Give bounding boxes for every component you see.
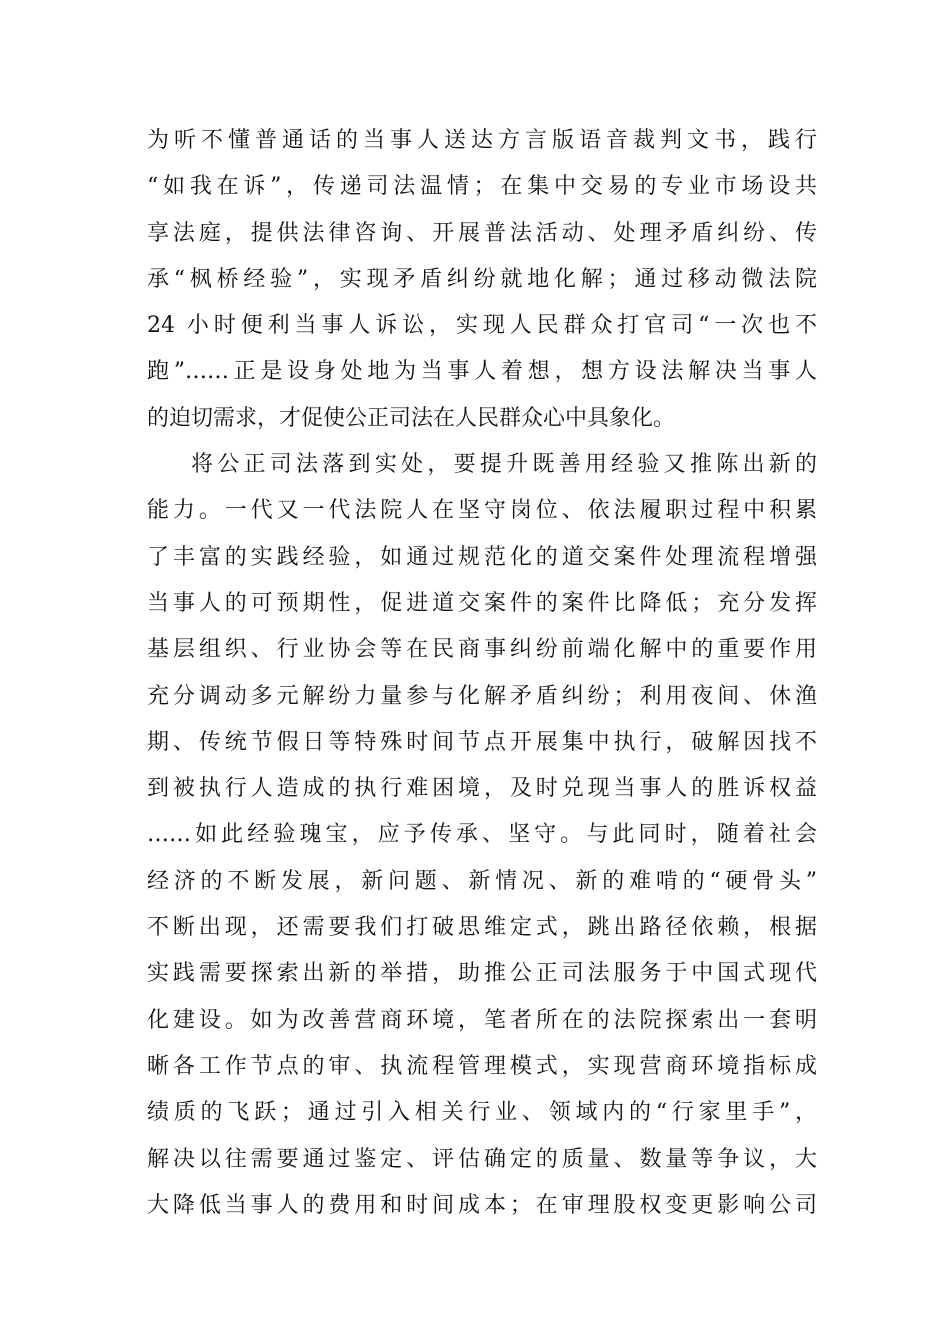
text-line: 为听不懂普通话的当事人送达方言版语音裁判文书，践行 [147, 128, 817, 153]
text-line: 不断出现，还需要我们打破思维定式，跳出路径依赖，根据 [147, 915, 817, 941]
text-line: 实践需要探索出新的举措，助推公正司法服务于中国式现代 [147, 961, 817, 987]
text-line: 到被执行人造成的执行难困境，及时兑现当事人的胜诉权益 [147, 776, 817, 802]
text-line: 化建设。如为改善营商环境，笔者所在的法院探索出一套明 [147, 1007, 817, 1033]
text-line: 能力。一代又一代法院人在坚守岗位、依法履职过程中积累 [147, 498, 817, 524]
text-line: 承“枫桥经验”，实现矛盾纠纷就地化解；通过移动微法院 [147, 266, 817, 292]
text-line: 充分调动多元解纷力量参与化解矛盾纠纷；利用夜间、休渔 [147, 683, 817, 709]
text-line: 享法庭，提供法律咨询、开展普法活动、处理矛盾纠纷、传 [147, 220, 817, 246]
text-line: 了丰富的实践经验，如通过规范化的道交案件处理流程增强 [147, 544, 817, 570]
text-line: 跑”……正是设身处地为当事人着想，想方设法解决当事人 [147, 359, 817, 385]
body-text [147, 118, 817, 1229]
text-line: 经济的不断发展，新问题、新情况、新的难啃的“硬骨头” [147, 868, 817, 894]
text-line: 24 小时便利当事人诉讼，实现人民群众打官司“一次也不 [147, 313, 817, 339]
text-line: 解决以往需要通过鉴定、评估确定的质量、数量等争议，大 [147, 1146, 817, 1172]
text-line: 当事人的可预期性，促进道交案件的案件比降低；充分发挥 [147, 590, 817, 616]
text-line: 将公正司法落到实处，要提升既善用经验又推陈出新的 [191, 452, 817, 478]
text-line: 的迫切需求，才促使公正司法在人民群众心中具象化。 [147, 405, 676, 431]
text-line: 绩质的飞跃；通过引入相关行业、领域内的“行家里手”， [147, 1100, 817, 1126]
text-line: 期、传统节假日等特殊时间节点开展集中执行，破解因找不 [147, 729, 817, 755]
text-line: “如我在诉”，传递司法温情；在集中交易的专业市场设共 [147, 174, 817, 200]
text-line: 基层组织、行业协会等在民商事纠纷前端化解中的重要作用 [147, 637, 817, 663]
text-line: 晰各工作节点的审、执流程管理模式，实现营商环境指标成 [147, 1053, 817, 1079]
text-line: 大降低当事人的费用和时间成本；在审理股权变更影响公司 [147, 1192, 817, 1218]
text-line: ……如此经验瑰宝，应予传承、坚守。与此同时，随着社会 [147, 822, 817, 848]
